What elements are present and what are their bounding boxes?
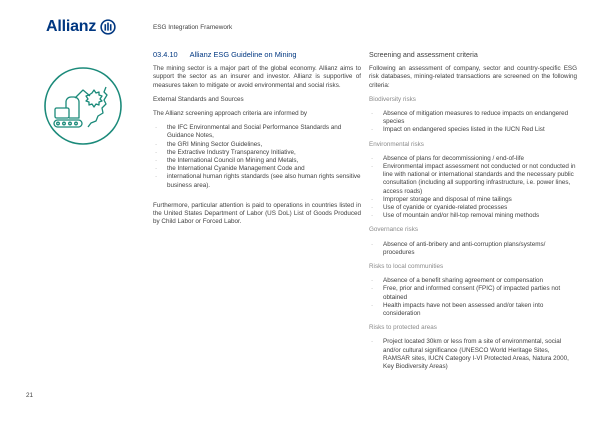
biodiversity-list bbox=[369, 110, 577, 135]
list-item: · the GRI Mining Sector Guidelines, bbox=[153, 141, 361, 149]
protected-areas-list bbox=[369, 338, 577, 371]
group-title-governance: Governance risks bbox=[369, 226, 418, 234]
list-item: · Impact on endangered species listed in the IUCN Red List bbox=[369, 126, 577, 134]
list-item: · Absence of a benefit sharing agreement or compensation bbox=[369, 277, 577, 285]
right-column bbox=[369, 51, 577, 377]
group-title-protected-areas: Risks to protected areas bbox=[369, 324, 437, 332]
criteria-heading: Screening and assessment criteria bbox=[369, 51, 478, 59]
section-number: 03.4.10 bbox=[153, 50, 178, 59]
list-item: · the Extractive Industry Transparency Initiative, bbox=[153, 149, 361, 157]
list-item: · Use of mountain and/or hill-top removal mining methods bbox=[369, 212, 577, 220]
document-title: ESG Integration Framework bbox=[153, 24, 233, 31]
standards-list bbox=[153, 124, 361, 190]
section-title: Allianz ESG Guideline on Mining bbox=[189, 50, 297, 59]
environmental-list bbox=[369, 155, 577, 221]
list-item: · the International Cyanide Management Code and bbox=[153, 165, 361, 173]
list-item: · Free, prior and informed consent (FPIC) of impacted parties not obtained bbox=[369, 285, 577, 301]
list-item: · Project located 30km or less from a site of environmental, social and/or cultural significance (UNESCO World Heritage Sites, RAMSAR sites, IUCN Category I-VI Protected Areas, Natura 2000, Key Biodiversity Areas) bbox=[369, 338, 577, 371]
list-item: · Absence of anti-bribery and anti-corruption plans/systems/ procedures bbox=[369, 241, 577, 257]
list-item: · Improper storage and disposal of mine tailings bbox=[369, 196, 577, 204]
left-column bbox=[153, 51, 361, 232]
mining-excavator-icon bbox=[42, 65, 124, 147]
list-item: · Health impacts have not been assessed and/or taken into consideration bbox=[369, 302, 577, 318]
group-title-biodiversity: Biodiversity risks bbox=[369, 95, 416, 103]
section-heading bbox=[153, 51, 361, 59]
criteria-intro: Following an assessment of company, sector and country-specific ESG risk databases, mining-related transactions are screened on the following criteria: bbox=[369, 65, 577, 89]
list-item: · Use of cyanide or cyanide-related processes bbox=[369, 204, 577, 212]
communities-list bbox=[369, 277, 577, 318]
list-item: · Environmental impact assessment not conducted or not conducted in line with national or international standards and the necessary public consultation (including all supporting infrastructure, i.e. power lines, access roads) bbox=[369, 163, 577, 196]
governance-list bbox=[369, 241, 577, 257]
group-title-communities: Risks to local communities bbox=[369, 263, 444, 271]
allianz-eagle-icon bbox=[100, 19, 116, 35]
list-item: · the IFC Environmental and Social Performance Standards and Guidance Notes, bbox=[153, 124, 361, 140]
list-item: · international human rights standards (see also human rights sensitive business area). bbox=[153, 173, 361, 189]
furthermore-paragraph: Furthermore, particular attention is paid to operations in countries listed in the United States Department of Labor (US DoL) List of Goods Produced by Child Labor or Forced Labor. bbox=[153, 201, 361, 226]
list-item: · Absence of mitigation measures to reduce impacts on endangered species bbox=[369, 110, 577, 126]
list-item: · the International Council on Mining and Metals, bbox=[153, 157, 361, 165]
standards-lead: The Allianz screening approach criteria are informed by bbox=[153, 110, 308, 118]
standards-heading: External Standards and Sources bbox=[153, 95, 244, 103]
page-number: 21 bbox=[26, 392, 34, 399]
brand-name: Allianz bbox=[46, 18, 97, 35]
group-title-environmental: Environmental risks bbox=[369, 140, 424, 148]
intro-paragraph: The mining sector is a major part of the global economy. Allianz aims to support the sector as an insurer and investor. Allianz is supportive of measures taken to mitigate or avoid environmental and social risks. bbox=[153, 65, 361, 89]
list-item: · Absence of plans for decommissioning / end-of-life bbox=[369, 155, 577, 163]
allianz-logo bbox=[46, 18, 116, 36]
